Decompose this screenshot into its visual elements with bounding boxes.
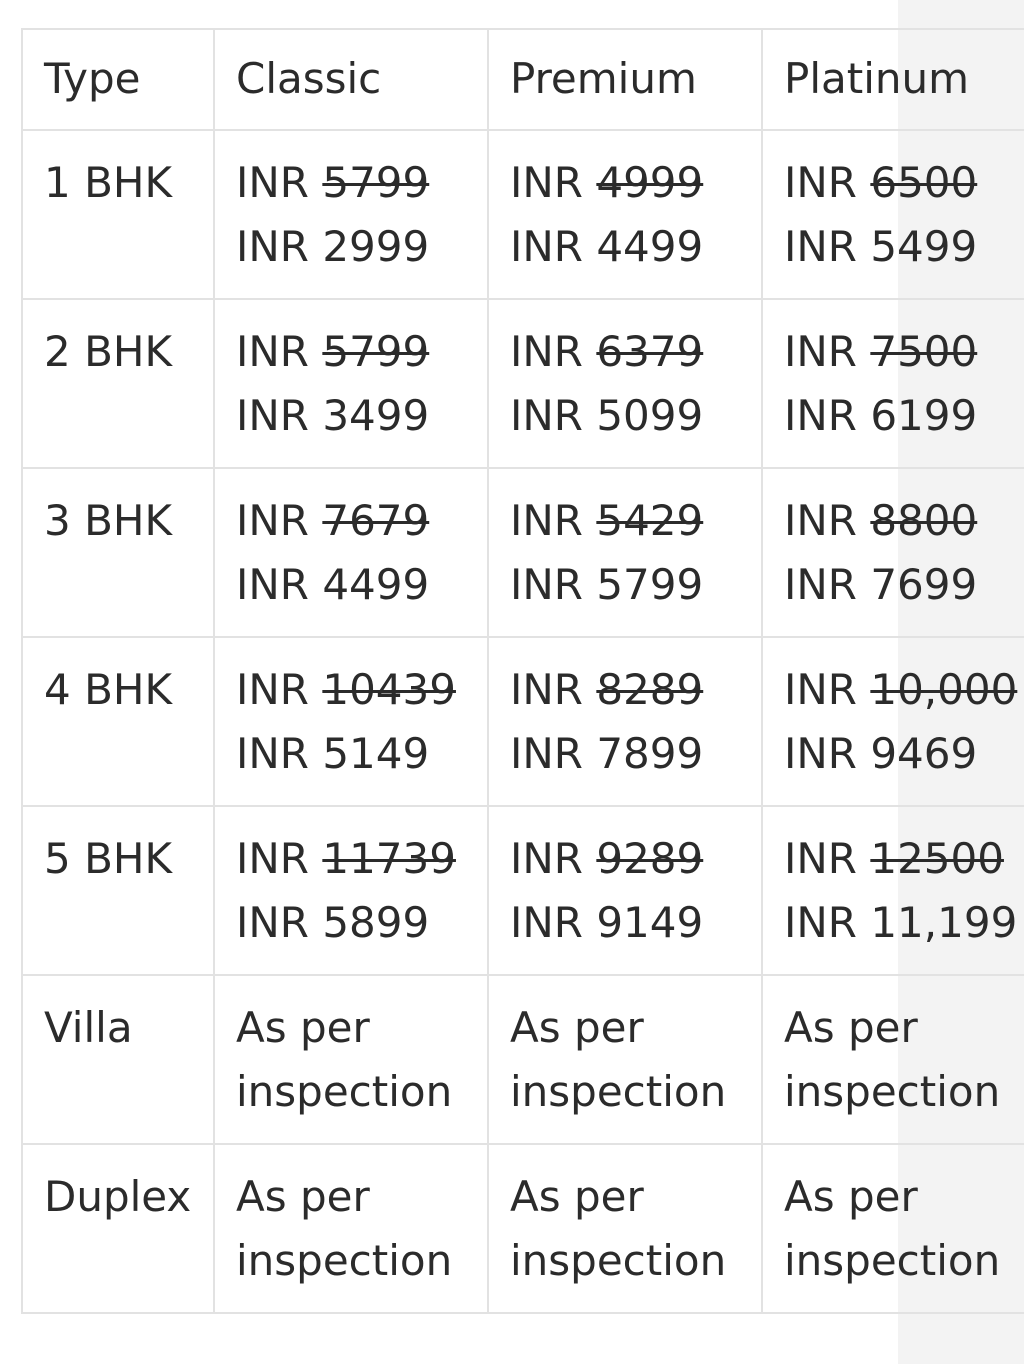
inspection-line-2: inspection [510, 1067, 727, 1116]
discounted-price: INR 7899 [510, 729, 704, 778]
row-type: 3 BHK [22, 468, 214, 637]
currency-prefix: INR [510, 834, 597, 883]
row-type: Villa [22, 975, 214, 1144]
row-type: 1 BHK [22, 130, 214, 299]
price-cell-classic [214, 468, 488, 637]
original-price [236, 151, 487, 215]
currency-prefix: INR [510, 496, 597, 545]
struck-price: 8289 [596, 665, 704, 714]
inspection-line-1: As per [510, 1172, 644, 1221]
discounted-price: INR 9469 [784, 729, 978, 778]
currency-prefix: INR [236, 665, 323, 714]
struck-price: 7500 [870, 327, 978, 376]
inspection-line-2: inspection [236, 1067, 453, 1116]
table-row [22, 299, 1024, 468]
inspection-cell-classic [214, 975, 488, 1144]
original-price [784, 151, 1024, 215]
original-price [510, 151, 761, 215]
struck-price: 6500 [870, 158, 978, 207]
original-price [510, 320, 761, 384]
original-price [236, 320, 487, 384]
header-premium: Premium [488, 29, 762, 130]
original-price [784, 320, 1024, 384]
discounted-price: INR 9149 [510, 898, 704, 947]
discounted-price: INR 6199 [784, 391, 978, 440]
currency-prefix: INR [784, 496, 871, 545]
table-row [22, 806, 1024, 975]
discounted-price: INR 2999 [236, 222, 430, 271]
pricing-table [21, 28, 1024, 1314]
discounted-price: INR 5899 [236, 898, 430, 947]
inspection-cell-platinum [762, 975, 1024, 1144]
struck-price: 9289 [596, 834, 704, 883]
discounted-price: INR 7699 [784, 560, 978, 609]
price-cell-classic [214, 130, 488, 299]
struck-price: 12500 [870, 834, 1004, 883]
inspection-line-1: As per [784, 1003, 918, 1052]
discounted-price: INR 5149 [236, 729, 430, 778]
inspection-line-2: inspection [510, 1236, 727, 1285]
currency-prefix: INR [784, 327, 871, 376]
price-cell-platinum [762, 299, 1024, 468]
inspection-line-1: As per [784, 1172, 918, 1221]
currency-prefix: INR [510, 665, 597, 714]
table-row [22, 637, 1024, 806]
row-type: 5 BHK [22, 806, 214, 975]
price-cell-premium [488, 806, 762, 975]
original-price [784, 827, 1024, 891]
price-cell-premium [488, 130, 762, 299]
price-cell-classic [214, 637, 488, 806]
inspection-line-1: As per [510, 1003, 644, 1052]
price-cell-premium [488, 637, 762, 806]
row-type: 2 BHK [22, 299, 214, 468]
original-price [510, 658, 761, 722]
currency-prefix: INR [236, 496, 323, 545]
price-cell-premium [488, 299, 762, 468]
discounted-price: INR 3499 [236, 391, 430, 440]
currency-prefix: INR [236, 158, 323, 207]
struck-price: 4999 [596, 158, 704, 207]
price-cell-platinum [762, 806, 1024, 975]
price-cell-premium [488, 468, 762, 637]
struck-price: 10,000 [870, 665, 1018, 714]
original-price [784, 489, 1024, 553]
price-cell-platinum [762, 637, 1024, 806]
struck-price: 8800 [870, 496, 978, 545]
original-price [510, 489, 761, 553]
inspection-line-1: As per [236, 1172, 370, 1221]
table-row [22, 130, 1024, 299]
discounted-price: INR 5499 [784, 222, 978, 271]
inspection-cell-platinum [762, 1144, 1024, 1313]
struck-price: 5799 [322, 158, 430, 207]
struck-price: 5429 [596, 496, 704, 545]
table-row [22, 1144, 1024, 1313]
header-classic: Classic [214, 29, 488, 130]
currency-prefix: INR [236, 834, 323, 883]
inspection-line-2: inspection [236, 1236, 453, 1285]
struck-price: 7679 [322, 496, 430, 545]
price-cell-classic [214, 299, 488, 468]
header-type: Type [22, 29, 214, 130]
header-platinum: Platinum [762, 29, 1024, 130]
original-price [784, 658, 1024, 722]
discounted-price: INR 4499 [236, 560, 430, 609]
inspection-cell-premium [488, 975, 762, 1144]
price-cell-platinum [762, 130, 1024, 299]
inspection-line-2: inspection [784, 1067, 1001, 1116]
currency-prefix: INR [236, 327, 323, 376]
row-type: Duplex [22, 1144, 214, 1313]
table-row [22, 975, 1024, 1144]
price-cell-classic [214, 806, 488, 975]
inspection-line-2: inspection [784, 1236, 1001, 1285]
currency-prefix: INR [510, 158, 597, 207]
currency-prefix: INR [784, 158, 871, 207]
price-cell-platinum [762, 468, 1024, 637]
struck-price: 11739 [322, 834, 456, 883]
table-row [22, 468, 1024, 637]
original-price [236, 658, 487, 722]
discounted-price: INR 4499 [510, 222, 704, 271]
inspection-cell-classic [214, 1144, 488, 1313]
struck-price: 6379 [596, 327, 704, 376]
row-type: 4 BHK [22, 637, 214, 806]
currency-prefix: INR [510, 327, 597, 376]
original-price [236, 827, 487, 891]
inspection-cell-premium [488, 1144, 762, 1313]
original-price [236, 489, 487, 553]
inspection-line-1: As per [236, 1003, 370, 1052]
currency-prefix: INR [784, 834, 871, 883]
original-price [510, 827, 761, 891]
discounted-price: INR 5099 [510, 391, 704, 440]
struck-price: 10439 [322, 665, 456, 714]
currency-prefix: INR [784, 665, 871, 714]
discounted-price: INR 5799 [510, 560, 704, 609]
discounted-price: INR 11,199 [784, 898, 1018, 947]
struck-price: 5799 [322, 327, 430, 376]
table-header-row [22, 29, 1024, 130]
